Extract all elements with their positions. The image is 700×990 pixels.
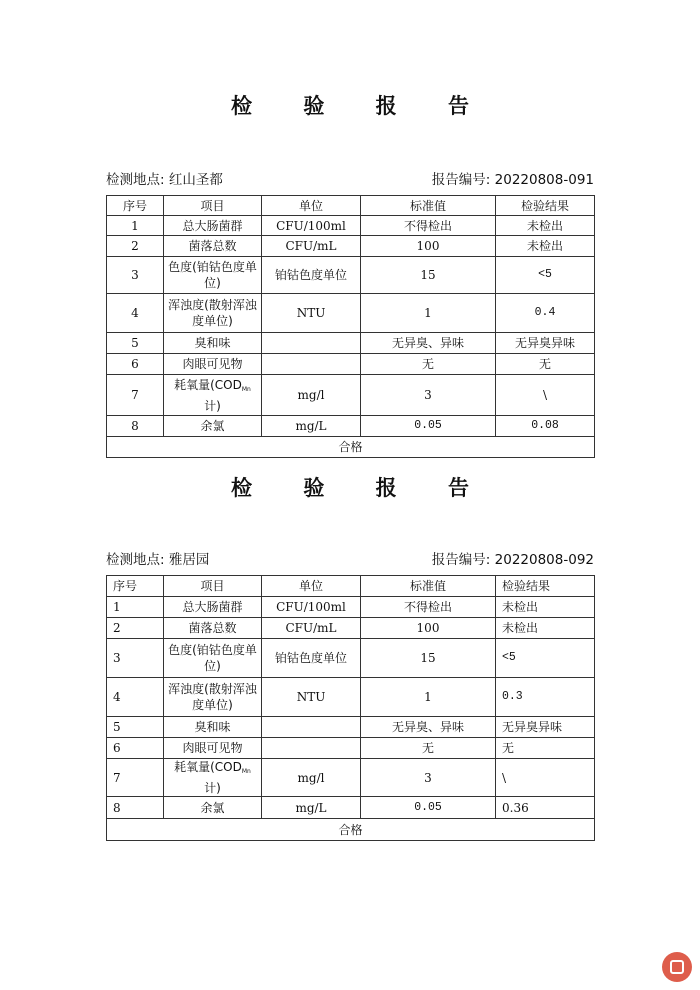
cell-standard: 无异臭、异味 xyxy=(361,717,496,738)
cell-result: 无异臭异味 xyxy=(496,333,595,354)
cell-standard: 无 xyxy=(361,738,496,759)
report-number-label: 报告编号: xyxy=(431,172,495,188)
cell-standard: 15 xyxy=(361,257,496,294)
location-value: 雅居园 xyxy=(168,552,210,568)
cell-item-subscript: Mn xyxy=(241,768,251,775)
cell-no: 5 xyxy=(107,333,164,354)
cell-result: 未检出 xyxy=(496,216,595,236)
cell-unit xyxy=(262,717,361,738)
header-cell: 序号 xyxy=(107,576,164,597)
cell-no: 3 xyxy=(107,257,164,294)
cell-standard: 不得检出 xyxy=(361,597,496,618)
cell-item: 总大肠菌群 xyxy=(164,597,262,618)
conclusion-cell: 合格 xyxy=(107,437,595,458)
cell-item-tail: 计) xyxy=(204,398,221,413)
conclusion-cell: 合格 xyxy=(107,819,595,841)
cell-item: 臭和味 xyxy=(164,333,262,354)
table-row xyxy=(107,759,595,797)
cell-unit xyxy=(262,354,361,375)
header-cell: 项目 xyxy=(164,196,262,216)
conclusion-row xyxy=(107,819,595,841)
location xyxy=(106,548,209,568)
cell-result: 0.36 xyxy=(496,797,595,819)
cell-unit: mg/l xyxy=(262,375,361,416)
table-row xyxy=(107,738,595,759)
cell-item: 总大肠菌群 xyxy=(164,216,262,236)
header-cell: 项目 xyxy=(164,576,262,597)
cell-standard: 0.05 xyxy=(361,797,496,819)
cell-unit: CFU/mL xyxy=(262,236,361,257)
location-label: 检测地点: xyxy=(106,172,169,188)
cell-result: 0.4 xyxy=(496,294,595,333)
cell-result: \ xyxy=(496,759,595,797)
cell-item-subscript: Mn xyxy=(241,385,251,393)
report-title: 检 验 报 告 xyxy=(231,476,491,500)
table-header-row xyxy=(107,576,595,597)
cell-unit: CFU/100ml xyxy=(262,597,361,618)
table-row xyxy=(107,354,595,375)
cell-item: 菌落总数 xyxy=(164,236,262,257)
cell-standard: 3 xyxy=(361,375,496,416)
table-row xyxy=(107,257,595,294)
cell-item: 浑浊度(散射浑浊度单位) xyxy=(164,294,262,333)
cell-standard: 不得检出 xyxy=(361,216,496,236)
results-table xyxy=(106,195,595,458)
cell-result: 未检出 xyxy=(496,236,595,257)
cell-item: 臭和味 xyxy=(164,717,262,738)
header-cell: 标准值 xyxy=(361,576,496,597)
site-logo-icon xyxy=(662,952,692,982)
table-row xyxy=(107,333,595,354)
cell-unit: 铂钴色度单位 xyxy=(262,639,361,678)
location-label: 检测地点: xyxy=(106,552,169,568)
cell-item: 菌落总数 xyxy=(164,618,262,639)
cell-item-main: 耗氧量(COD xyxy=(174,760,242,774)
cell-unit xyxy=(262,333,361,354)
cell-unit: mg/L xyxy=(262,416,361,437)
table-row xyxy=(107,294,595,333)
cell-standard: 100 xyxy=(361,618,496,639)
cell-standard: 100 xyxy=(361,236,496,257)
header-cell: 单位 xyxy=(262,576,361,597)
location-value: 红山圣都 xyxy=(168,172,223,188)
report-meta xyxy=(106,548,594,568)
header-cell: 单位 xyxy=(262,196,361,216)
table-row xyxy=(107,597,595,618)
cell-item xyxy=(164,759,262,797)
report-title: 检 验 报 告 xyxy=(231,94,491,118)
cell-unit: 铂钴色度单位 xyxy=(262,257,361,294)
cell-item: 余氯 xyxy=(164,416,262,437)
cell-standard: 1 xyxy=(361,678,496,717)
table-row xyxy=(107,216,595,236)
cell-result: 无 xyxy=(496,738,595,759)
table-row xyxy=(107,797,595,819)
cell-unit xyxy=(262,738,361,759)
cell-no: 6 xyxy=(107,738,164,759)
cell-item: 肉眼可见物 xyxy=(164,738,262,759)
report-meta xyxy=(106,168,594,188)
cell-unit: CFU/100ml xyxy=(262,216,361,236)
cell-no: 8 xyxy=(107,797,164,819)
cell-no: 3 xyxy=(107,639,164,678)
header-cell: 标准值 xyxy=(361,196,496,216)
cell-item: 色度(铂钴色度单位) xyxy=(164,257,262,294)
cell-result: 无 xyxy=(496,354,595,375)
report-number xyxy=(432,548,594,568)
table-row xyxy=(107,717,595,738)
cell-no: 2 xyxy=(107,618,164,639)
cell-item: 余氯 xyxy=(164,797,262,819)
table-header-row xyxy=(107,196,595,216)
header-cell: 序号 xyxy=(107,196,164,216)
cell-unit: NTU xyxy=(262,294,361,333)
cell-item xyxy=(164,375,262,416)
report-number-value: 20220808-092 xyxy=(494,552,594,568)
cell-result: 0.3 xyxy=(496,678,595,717)
table-row xyxy=(107,618,595,639)
cell-no: 1 xyxy=(107,216,164,236)
cell-no: 2 xyxy=(107,236,164,257)
cell-standard: 1 xyxy=(361,294,496,333)
cell-result: 0.08 xyxy=(496,416,595,437)
cell-no: 8 xyxy=(107,416,164,437)
cell-result: \ xyxy=(496,375,595,416)
cell-unit: mg/L xyxy=(262,797,361,819)
table-row xyxy=(107,678,595,717)
report-number-value: 20220808-091 xyxy=(494,172,594,188)
cell-standard: 15 xyxy=(361,639,496,678)
cell-no: 4 xyxy=(107,294,164,333)
cell-no: 1 xyxy=(107,597,164,618)
cell-item-main: 耗氧量(COD xyxy=(174,377,242,392)
table-row xyxy=(107,236,595,257)
cell-unit: NTU xyxy=(262,678,361,717)
location xyxy=(106,168,223,188)
cell-standard: 0.05 xyxy=(361,416,496,437)
cell-no: 7 xyxy=(107,759,164,797)
results-table xyxy=(106,575,595,841)
table-row xyxy=(107,639,595,678)
cell-result: <5 xyxy=(496,257,595,294)
cell-result: 未检出 xyxy=(496,597,595,618)
report-number-label: 报告编号: xyxy=(431,552,495,568)
cell-unit: CFU/mL xyxy=(262,618,361,639)
header-cell: 检验结果 xyxy=(496,196,595,216)
cell-result: <5 xyxy=(496,639,595,678)
cell-result: 未检出 xyxy=(496,618,595,639)
cell-standard: 3 xyxy=(361,759,496,797)
cell-item-tail: 计) xyxy=(204,781,221,795)
cell-item: 浑浊度(散射浑浊度单位) xyxy=(164,678,262,717)
table-row xyxy=(107,416,595,437)
cell-no: 5 xyxy=(107,717,164,738)
cell-item: 肉眼可见物 xyxy=(164,354,262,375)
cell-standard: 无异臭、异味 xyxy=(361,333,496,354)
cell-no: 7 xyxy=(107,375,164,416)
cell-result: 无异臭异味 xyxy=(496,717,595,738)
table-row xyxy=(107,375,595,416)
header-cell: 检验结果 xyxy=(496,576,595,597)
cell-unit: mg/l xyxy=(262,759,361,797)
cell-standard: 无 xyxy=(361,354,496,375)
cell-item: 色度(铂钴色度单位) xyxy=(164,639,262,678)
conclusion-row xyxy=(107,437,595,458)
cell-no: 4 xyxy=(107,678,164,717)
report-number xyxy=(432,168,594,188)
cell-no: 6 xyxy=(107,354,164,375)
